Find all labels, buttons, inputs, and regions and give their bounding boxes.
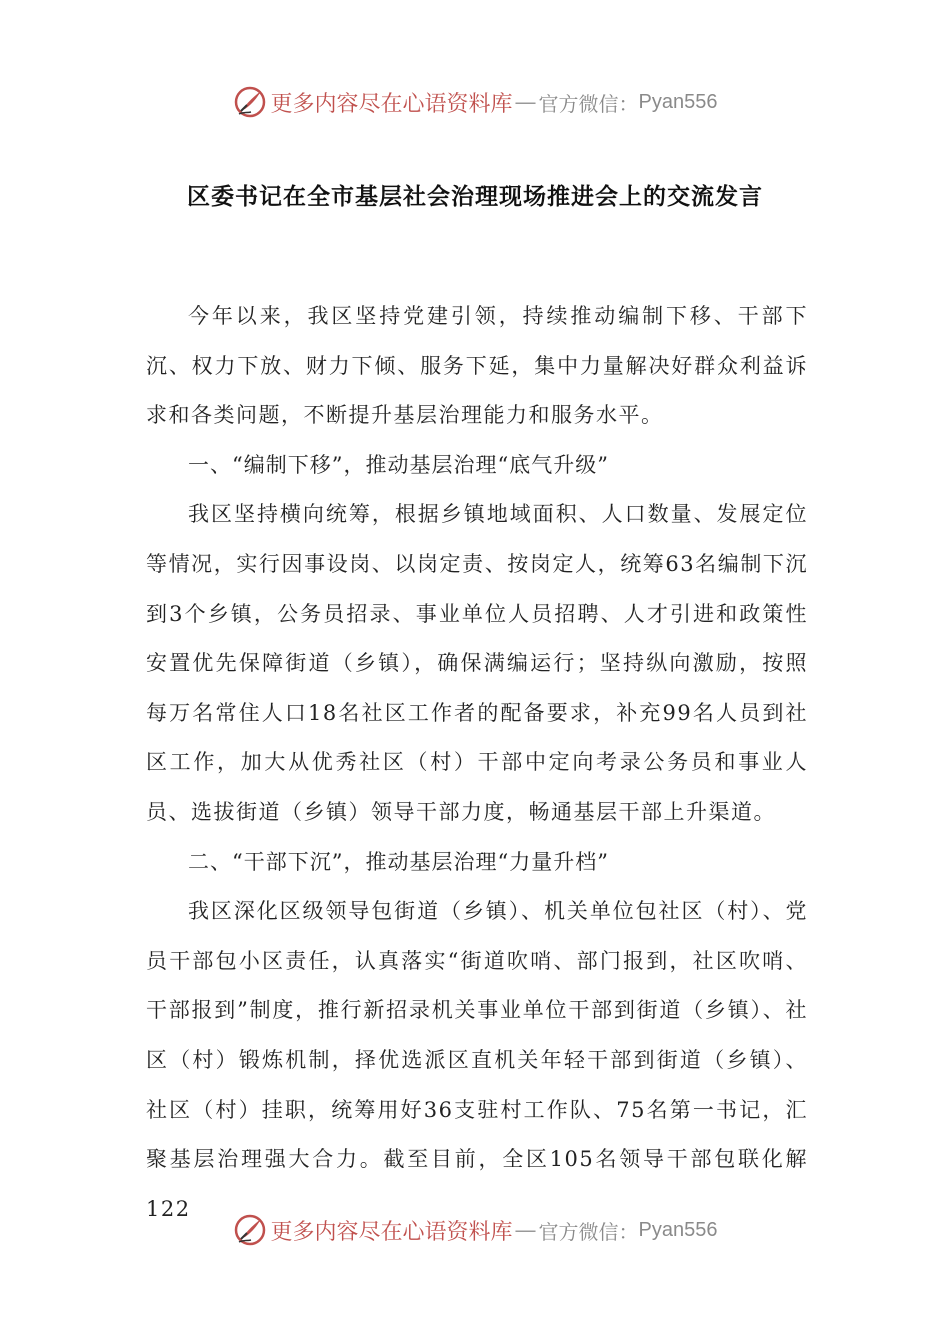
section-2-paragraph: 我区深化区级领导包街道（乡镇）、机关单位包社区（村）、党员干部包小区责任，认真落实“街道吹哨、部门报到，社区吹哨、干部报到”制度，推行新招录机关事业单位干部到街道（乡镇）、社区（村）锻炼机制，择优选派区直机关年轻干部到街道（乡镇）、社区（村）挂职，统筹用好36支驻村工作队、75名第一书记，汇聚基层治理强大合力。截至目前，全区105名领导干部包联化解122 (146, 899, 808, 1221)
section-heading-2: 二、“干部下沉”，推动基层治理“力量升档” (188, 849, 609, 874)
intro-paragraph: 今年以来，我区坚持党建引领，持续推动编制下移、干部下沉、权力下放、财力下倾、服务下延，集中力量解决好群众利益诉求和各类问题，不断提升基层治理能力和服务水平。 (146, 304, 808, 428)
banner-contact-label: 官方微信： (538, 1219, 639, 1244)
section-1-paragraph: 我区坚持横向统筹，根据乡镇地域面积、人口数量、发展定位等情况，实行因事设岗、以岗定责、按岗定人，统筹63名编制下沉到3个乡镇，公务员招录、事业单位人员招聘、人才引进和政策性安置优先保障街道（乡镇），确保满编运行；坚持纵向激励，按照每万名常住人口18名社区工作者的配备要求，补充99名人员到社区工作，加大从优秀社区（村）干部中定向考录公务员和事业人员、选拔街道（乡镇）领导干部力度，畅通基层干部上升渠道。 (146, 502, 808, 824)
quill-logo-icon (233, 85, 267, 119)
document-title: 区委书记在全市基层社会治理现场推进会上的交流发言 (187, 184, 763, 210)
banner-contact-id: Pyan556 (638, 90, 718, 113)
quill-logo-icon (233, 1213, 267, 1247)
banner-separator: — (514, 89, 537, 115)
banner-brand-text: 更多内容尽在心语资料库 (270, 1219, 513, 1245)
section-heading-1: 一、“编制下移”，推动基层治理“底气升级” (188, 452, 609, 477)
banner-contact-label: 官方微信： (538, 91, 639, 116)
footer-watermark-banner (0, 1210, 950, 1250)
banner-contact-id: Pyan556 (638, 1218, 718, 1241)
banner-brand-text: 更多内容尽在心语资料库 (270, 91, 513, 117)
banner-separator: — (514, 1217, 537, 1243)
document-body (146, 292, 808, 1234)
header-watermark-banner (0, 82, 950, 122)
